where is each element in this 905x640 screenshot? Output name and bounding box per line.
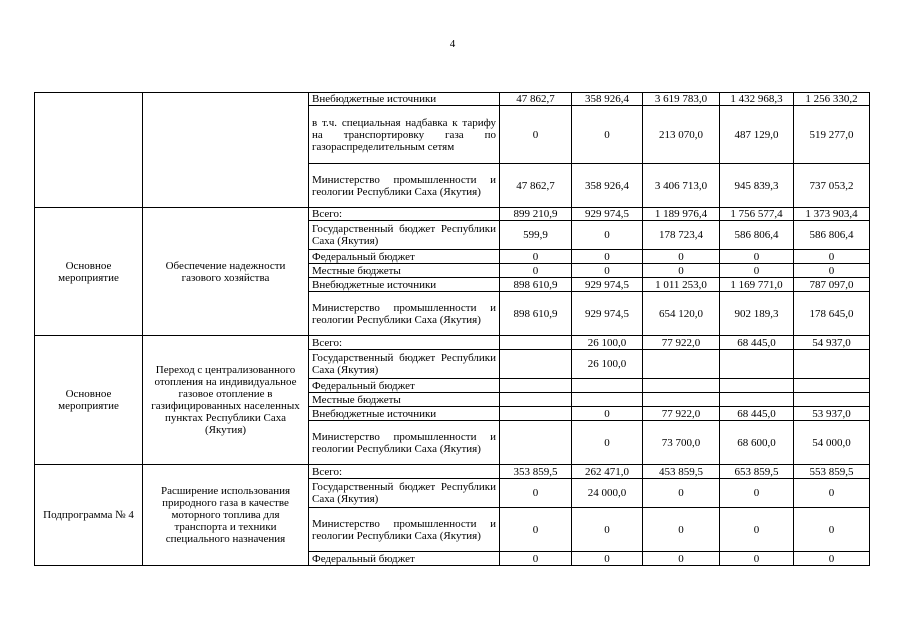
value-cell <box>500 350 572 379</box>
value-cell <box>500 336 572 350</box>
value-cell: 0 <box>794 250 870 264</box>
value-cell <box>720 350 794 379</box>
value-cell: 929 974,5 <box>572 292 643 336</box>
table-row <box>35 93 870 106</box>
value-cell: 453 859,5 <box>643 465 720 479</box>
funding-source-cell: Внебюджетные источники <box>309 278 500 292</box>
value-cell <box>643 393 720 407</box>
value-cell: 54 000,0 <box>794 421 870 465</box>
value-cell: 1 373 903,4 <box>794 208 870 221</box>
funding-source-cell: Всего: <box>309 336 500 350</box>
funding-source-cell: Министерство промышленности и геологии Республики Саха (Якутия) <box>309 164 500 208</box>
value-cell: 0 <box>643 264 720 278</box>
funding-source-cell: Всего: <box>309 208 500 221</box>
value-cell: 0 <box>572 508 643 552</box>
value-cell: 3 619 783,0 <box>643 93 720 106</box>
value-cell <box>794 379 870 393</box>
value-cell: 262 471,0 <box>572 465 643 479</box>
value-cell: 929 974,5 <box>572 278 643 292</box>
value-cell: 1 169 771,0 <box>720 278 794 292</box>
value-cell: 0 <box>794 508 870 552</box>
activity-type-cell: Основное мероприятие <box>35 208 143 336</box>
value-cell: 53 937,0 <box>794 407 870 421</box>
value-cell: 24 000,0 <box>572 479 643 508</box>
value-cell: 929 974,5 <box>572 208 643 221</box>
value-cell: 1 256 330,2 <box>794 93 870 106</box>
value-cell: 0 <box>572 250 643 264</box>
funding-source-cell: Министерство промышленности и геологии Республики Саха (Якутия) <box>309 508 500 552</box>
value-cell <box>643 350 720 379</box>
activity-name-cell: Расширение использования природного газа в качестве моторного топлива для транспорта и техники специального назначения <box>143 465 309 566</box>
value-cell: 0 <box>500 250 572 264</box>
value-cell: 898 610,9 <box>500 278 572 292</box>
value-cell: 0 <box>794 264 870 278</box>
value-cell <box>500 407 572 421</box>
value-cell: 0 <box>720 508 794 552</box>
value-cell: 0 <box>720 250 794 264</box>
value-cell <box>720 379 794 393</box>
value-cell: 0 <box>572 552 643 566</box>
page-number: 4 <box>449 38 456 50</box>
value-cell: 0 <box>794 479 870 508</box>
table-row <box>35 336 870 350</box>
value-cell: 358 926,4 <box>572 93 643 106</box>
value-cell: 0 <box>572 421 643 465</box>
value-cell: 1 432 968,3 <box>720 93 794 106</box>
value-cell: 0 <box>643 250 720 264</box>
funding-source-cell: Местные бюджеты <box>309 264 500 278</box>
value-cell: 47 862,7 <box>500 93 572 106</box>
value-cell: 0 <box>500 479 572 508</box>
table-row <box>35 208 870 221</box>
value-cell: 0 <box>643 552 720 566</box>
funding-source-cell: Федеральный бюджет <box>309 250 500 264</box>
value-cell: 0 <box>572 221 643 250</box>
funding-source-cell: Федеральный бюджет <box>309 552 500 566</box>
value-cell: 553 859,5 <box>794 465 870 479</box>
value-cell: 178 645,0 <box>794 292 870 336</box>
value-cell: 0 <box>794 552 870 566</box>
value-cell: 77 922,0 <box>643 336 720 350</box>
value-cell: 68 445,0 <box>720 407 794 421</box>
activity-name-cell: Переход с централизованного отопления на индивидуальное газовое отопление в газифицированных населенных пунктах Республики Саха (Якутия) <box>143 336 309 465</box>
value-cell: 1 011 253,0 <box>643 278 720 292</box>
value-cell: 0 <box>720 552 794 566</box>
activity-type-cell: Основное мероприятие <box>35 336 143 465</box>
value-cell: 787 097,0 <box>794 278 870 292</box>
value-cell: 3 406 713,0 <box>643 164 720 208</box>
value-cell <box>794 350 870 379</box>
value-cell <box>643 379 720 393</box>
budget-table-body <box>35 93 870 566</box>
value-cell: 945 839,3 <box>720 164 794 208</box>
value-cell: 0 <box>572 264 643 278</box>
value-cell: 0 <box>500 508 572 552</box>
funding-source-cell: Министерство промышленности и геологии Республики Саха (Якутия) <box>309 292 500 336</box>
value-cell: 54 937,0 <box>794 336 870 350</box>
value-cell: 487 129,0 <box>720 106 794 164</box>
value-cell: 0 <box>643 508 720 552</box>
value-cell: 654 120,0 <box>643 292 720 336</box>
value-cell: 213 070,0 <box>643 106 720 164</box>
value-cell: 47 862,7 <box>500 164 572 208</box>
value-cell: 353 859,5 <box>500 465 572 479</box>
table-row <box>35 465 870 479</box>
funding-source-cell: Всего: <box>309 465 500 479</box>
activity-type-cell: Подпрограмма № 4 <box>35 465 143 566</box>
funding-source-cell: в т.ч. специальная надбавка к тарифу на транспортировку газа по газораспределительным сетям <box>309 106 500 164</box>
value-cell: 0 <box>720 264 794 278</box>
value-cell: 902 189,3 <box>720 292 794 336</box>
value-cell <box>500 421 572 465</box>
activity-name-cell: Обеспечение надежности газового хозяйства <box>143 208 309 336</box>
value-cell: 68 445,0 <box>720 336 794 350</box>
value-cell <box>500 393 572 407</box>
funding-source-cell: Внебюджетные источники <box>309 407 500 421</box>
value-cell <box>572 379 643 393</box>
funding-source-cell: Федеральный бюджет <box>309 379 500 393</box>
value-cell: 0 <box>643 479 720 508</box>
value-cell: 586 806,4 <box>720 221 794 250</box>
value-cell: 898 610,9 <box>500 292 572 336</box>
value-cell: 1 756 577,4 <box>720 208 794 221</box>
value-cell <box>720 393 794 407</box>
funding-source-cell: Государственный бюджет Республики Саха (Якутия) <box>309 479 500 508</box>
value-cell: 26 100,0 <box>572 336 643 350</box>
value-cell: 73 700,0 <box>643 421 720 465</box>
value-cell: 0 <box>500 264 572 278</box>
value-cell: 0 <box>572 407 643 421</box>
value-cell: 599,9 <box>500 221 572 250</box>
value-cell: 0 <box>572 106 643 164</box>
value-cell: 586 806,4 <box>794 221 870 250</box>
value-cell: 0 <box>720 479 794 508</box>
value-cell: 358 926,4 <box>572 164 643 208</box>
value-cell: 1 189 976,4 <box>643 208 720 221</box>
activity-type-cell <box>35 93 143 208</box>
value-cell: 0 <box>500 106 572 164</box>
value-cell: 178 723,4 <box>643 221 720 250</box>
budget-table <box>34 92 870 566</box>
value-cell: 737 053,2 <box>794 164 870 208</box>
value-cell <box>794 393 870 407</box>
value-cell <box>500 379 572 393</box>
value-cell <box>572 393 643 407</box>
funding-source-cell: Внебюджетные источники <box>309 93 500 106</box>
value-cell: 68 600,0 <box>720 421 794 465</box>
value-cell: 0 <box>500 552 572 566</box>
funding-source-cell: Министерство промышленности и геологии Республики Саха (Якутия) <box>309 421 500 465</box>
value-cell: 26 100,0 <box>572 350 643 379</box>
funding-source-cell: Государственный бюджет Республики Саха (Якутия) <box>309 350 500 379</box>
value-cell: 653 859,5 <box>720 465 794 479</box>
value-cell: 899 210,9 <box>500 208 572 221</box>
activity-name-cell <box>143 93 309 208</box>
value-cell: 519 277,0 <box>794 106 870 164</box>
funding-source-cell: Местные бюджеты <box>309 393 500 407</box>
value-cell: 77 922,0 <box>643 407 720 421</box>
funding-source-cell: Государственный бюджет Республики Саха (Якутия) <box>309 221 500 250</box>
